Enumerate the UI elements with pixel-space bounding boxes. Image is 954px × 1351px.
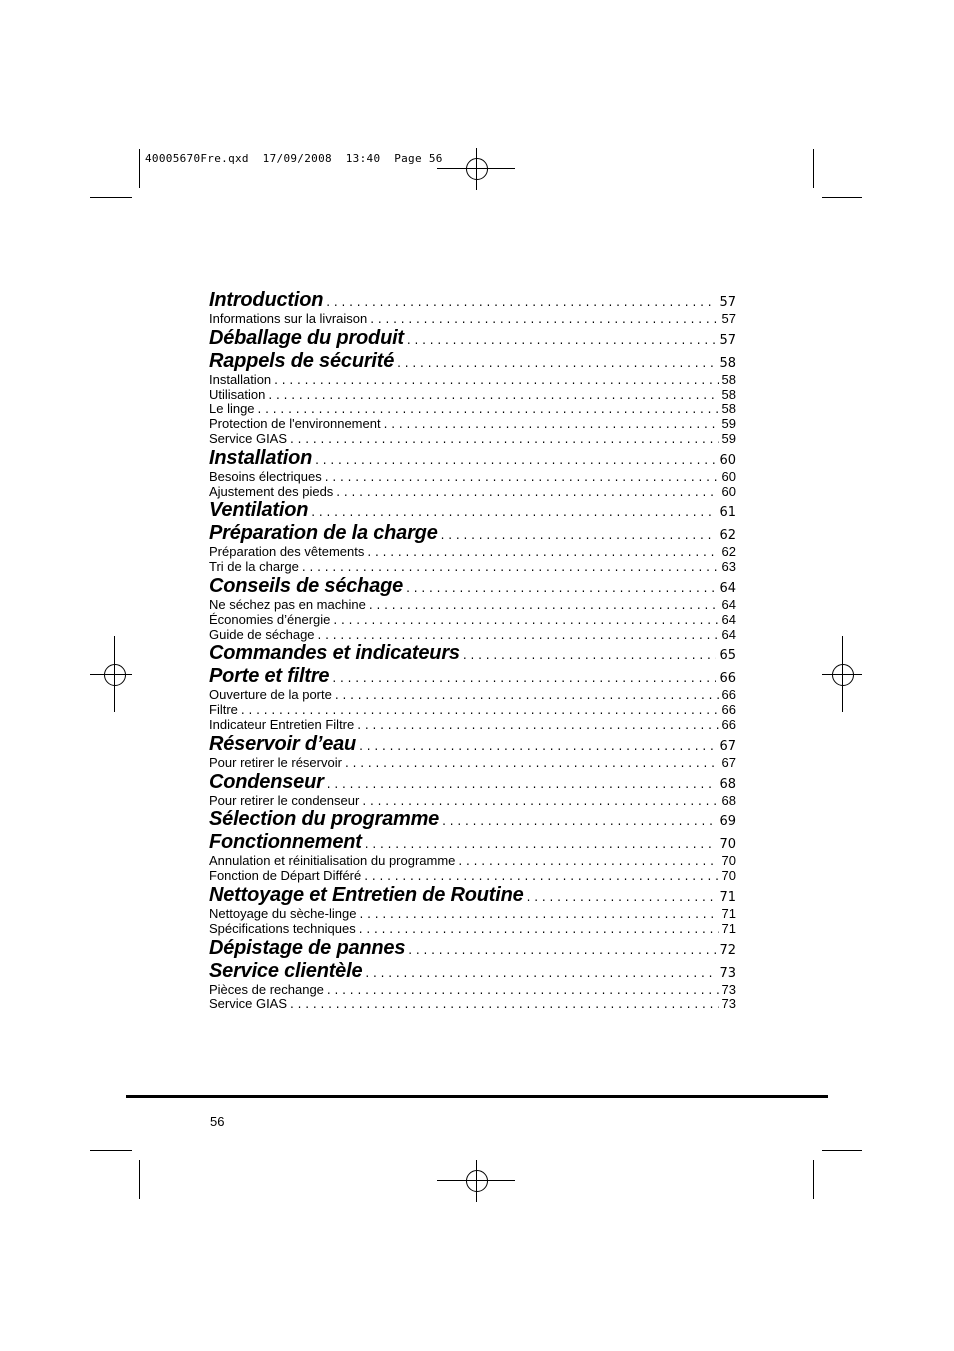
toc-heading	[209, 350, 736, 372]
toc-entry	[209, 416, 736, 431]
toc-heading	[209, 447, 736, 469]
dot-leader	[458, 854, 718, 868]
toc-page-number: 67	[721, 754, 736, 770]
toc-entry	[209, 702, 736, 717]
toc-page-number: 73	[721, 996, 736, 1012]
toc-heading	[209, 808, 736, 830]
dot-leader	[336, 485, 718, 499]
dot-leader	[290, 997, 719, 1011]
toc-title: Dépistage de pannes	[209, 936, 406, 959]
toc-heading	[209, 937, 736, 959]
dot-leader	[369, 598, 719, 612]
toc-title: Informations sur la livraison	[209, 311, 368, 326]
toc-heading	[209, 884, 736, 906]
toc-title: Ajustement des pieds	[209, 483, 334, 499]
toc-page-number: 60	[719, 452, 736, 468]
toc-page-number: 69	[719, 814, 736, 830]
toc-page-number: 58	[721, 386, 736, 402]
toc-title: Nettoyage du sèche-linge	[209, 905, 357, 921]
toc-title: Service GIAS	[209, 996, 288, 1012]
toc-title: Porte et filtre	[209, 665, 330, 688]
toc-title: Installation	[209, 371, 272, 387]
toc-page-number: 60	[721, 468, 736, 484]
toc-title: Économies d’énergie	[209, 611, 331, 627]
toc-page-number: 71	[721, 920, 736, 936]
toc-title: Fonction de Départ Différé	[209, 868, 362, 884]
dot-leader	[325, 470, 719, 484]
toc-title: Sélection du programme	[209, 808, 440, 831]
toc-entry	[209, 544, 736, 559]
dot-leader	[333, 613, 718, 627]
dot-leader	[359, 907, 718, 921]
toc-page-number: 59	[721, 416, 736, 432]
toc-title: Spécifications techniques	[209, 920, 356, 936]
toc-page-number: 71	[721, 905, 736, 921]
toc-page-number: 64	[721, 626, 736, 642]
toc-entry	[209, 982, 736, 997]
toc-page-number: 58	[721, 401, 736, 417]
toc-page-number: 64	[721, 596, 736, 612]
toc-title: Filtre	[209, 702, 238, 718]
toc-title: Préparation de la charge	[209, 522, 438, 545]
toc-page-number: 66	[721, 716, 736, 732]
toc-page-number: 57	[719, 332, 736, 348]
toc-page-number: 73	[721, 981, 736, 997]
toc-heading	[209, 960, 736, 982]
toc-page-number: 68	[721, 792, 736, 808]
dot-leader	[315, 453, 716, 467]
dot-leader	[302, 560, 719, 574]
toc-entry	[209, 311, 736, 326]
dot-leader	[258, 402, 719, 416]
toc-title: Rappels de sécurité	[209, 349, 395, 372]
dot-leader	[332, 671, 716, 685]
toc-page-number: 66	[719, 671, 736, 687]
dot-leader	[318, 628, 719, 642]
print-slug: 40005670Fre.qxd 17/09/2008 13:40 Page 56	[145, 152, 443, 165]
toc-title: Nettoyage et Entretien de Routine	[209, 883, 524, 906]
toc-page-number: 70	[721, 853, 736, 869]
dot-leader	[241, 703, 719, 717]
toc-entry	[209, 401, 736, 416]
dot-leader	[527, 890, 717, 904]
toc-title: Besoins électriques	[209, 468, 322, 484]
toc-title: Ventilation	[209, 499, 309, 522]
toc-heading	[209, 733, 736, 755]
footer-rule	[126, 1095, 828, 1098]
toc-heading	[209, 327, 736, 349]
toc-page-number: 68	[719, 776, 736, 792]
toc-page-number: 63	[721, 559, 736, 575]
dot-leader	[365, 966, 716, 980]
toc-title: Ouverture de la porte	[209, 687, 332, 703]
toc-entry	[209, 431, 736, 446]
dot-leader	[397, 356, 716, 370]
toc-title: Introduction	[209, 289, 324, 311]
toc-page-number: 66	[721, 687, 736, 703]
toc-heading	[209, 289, 736, 311]
dot-leader	[274, 373, 718, 387]
toc-entry	[209, 372, 736, 387]
toc-page-number: 70	[721, 868, 736, 884]
toc-heading	[209, 831, 736, 853]
dot-leader	[406, 581, 716, 595]
page-number: 56	[210, 1114, 225, 1129]
toc-entry	[209, 717, 736, 732]
toc-page-number: 57	[721, 311, 736, 326]
toc-page-number: 58	[719, 355, 736, 371]
toc-entry	[209, 612, 736, 627]
toc-entry	[209, 921, 736, 936]
dot-leader	[365, 837, 717, 851]
toc-page-number: 72	[719, 942, 736, 958]
toc-page-number: 57	[719, 295, 736, 310]
toc-entry	[209, 687, 736, 702]
toc-page-number: 67	[719, 738, 736, 754]
toc-title: Service clientèle	[209, 959, 363, 982]
dot-leader	[357, 718, 718, 732]
toc-title: Déballage du produit	[209, 326, 404, 349]
toc-title: Guide de séchage	[209, 626, 315, 642]
toc-entry	[209, 868, 736, 883]
toc-heading	[209, 642, 736, 664]
dot-leader	[359, 922, 719, 936]
toc-title: Condenseur	[209, 770, 324, 793]
dot-leader	[345, 756, 719, 770]
toc-title: Le linge	[209, 401, 255, 417]
dot-leader	[362, 794, 718, 808]
toc-title: Fonctionnement	[209, 831, 362, 854]
toc-title: Préparation des vêtements	[209, 544, 365, 560]
dot-leader	[326, 295, 716, 309]
dot-leader	[359, 739, 716, 753]
toc-title: Pour retirer le réservoir	[209, 754, 342, 770]
table-of-contents	[209, 288, 736, 1011]
toc-page-number: 60	[721, 483, 736, 499]
toc-title: Pour retirer le condenseur	[209, 792, 360, 808]
dot-leader	[408, 943, 716, 957]
dot-leader	[463, 648, 717, 662]
toc-page-number: 71	[719, 889, 736, 905]
toc-title: Tri de la charge	[209, 559, 299, 575]
toc-entry	[209, 755, 736, 770]
toc-page-number: 66	[721, 702, 736, 718]
toc-heading	[209, 522, 736, 544]
dot-leader	[327, 777, 717, 791]
dot-leader	[290, 432, 719, 446]
toc-page-number: 73	[719, 965, 736, 981]
toc-page-number: 59	[721, 430, 736, 446]
toc-title: Ne séchez pas en machine	[209, 596, 366, 612]
dot-leader	[327, 983, 719, 997]
toc-page-number: 65	[719, 648, 736, 664]
toc-entry	[209, 906, 736, 921]
toc-entry	[209, 559, 736, 574]
toc-page-number: 62	[719, 528, 736, 544]
toc-title: Installation	[209, 446, 313, 469]
dot-leader	[311, 505, 716, 519]
dot-leader	[335, 688, 719, 702]
toc-title: Annulation et réinitialisation du programme	[209, 853, 456, 869]
toc-title: Pièces de rechange	[209, 981, 324, 997]
toc-heading	[209, 499, 736, 521]
toc-entry	[209, 469, 736, 484]
toc-heading	[209, 665, 736, 687]
toc-entry	[209, 597, 736, 612]
toc-title: Réservoir d’eau	[209, 732, 357, 755]
toc-page-number: 64	[721, 611, 736, 627]
toc-title: Conseils de séchage	[209, 574, 404, 597]
toc-heading	[209, 575, 736, 597]
toc-page-number: 61	[719, 505, 736, 521]
toc-title: Utilisation	[209, 386, 266, 402]
toc-title: Indicateur Entretien Filtre	[209, 716, 355, 732]
toc-entry	[209, 793, 736, 808]
toc-entry	[209, 627, 736, 642]
toc-entry	[209, 853, 736, 868]
dot-leader	[367, 545, 718, 559]
dot-leader	[442, 814, 716, 828]
dot-leader	[268, 388, 718, 402]
dot-leader	[370, 312, 718, 326]
toc-page-number: 62	[721, 544, 736, 560]
dot-leader	[407, 333, 717, 347]
toc-entry	[209, 996, 736, 1011]
toc-page-number: 58	[721, 371, 736, 387]
dot-leader	[441, 528, 717, 542]
toc-title: Commandes et indicateurs	[209, 642, 460, 665]
dot-leader	[364, 869, 718, 883]
toc-heading	[209, 771, 736, 793]
toc-page-number: 70	[719, 837, 736, 853]
toc-title: Service GIAS	[209, 430, 288, 446]
toc-entry	[209, 387, 736, 402]
toc-page-number: 64	[719, 580, 736, 596]
toc-title: Protection de l'environnement	[209, 416, 381, 432]
dot-leader	[384, 417, 719, 431]
toc-entry	[209, 484, 736, 499]
